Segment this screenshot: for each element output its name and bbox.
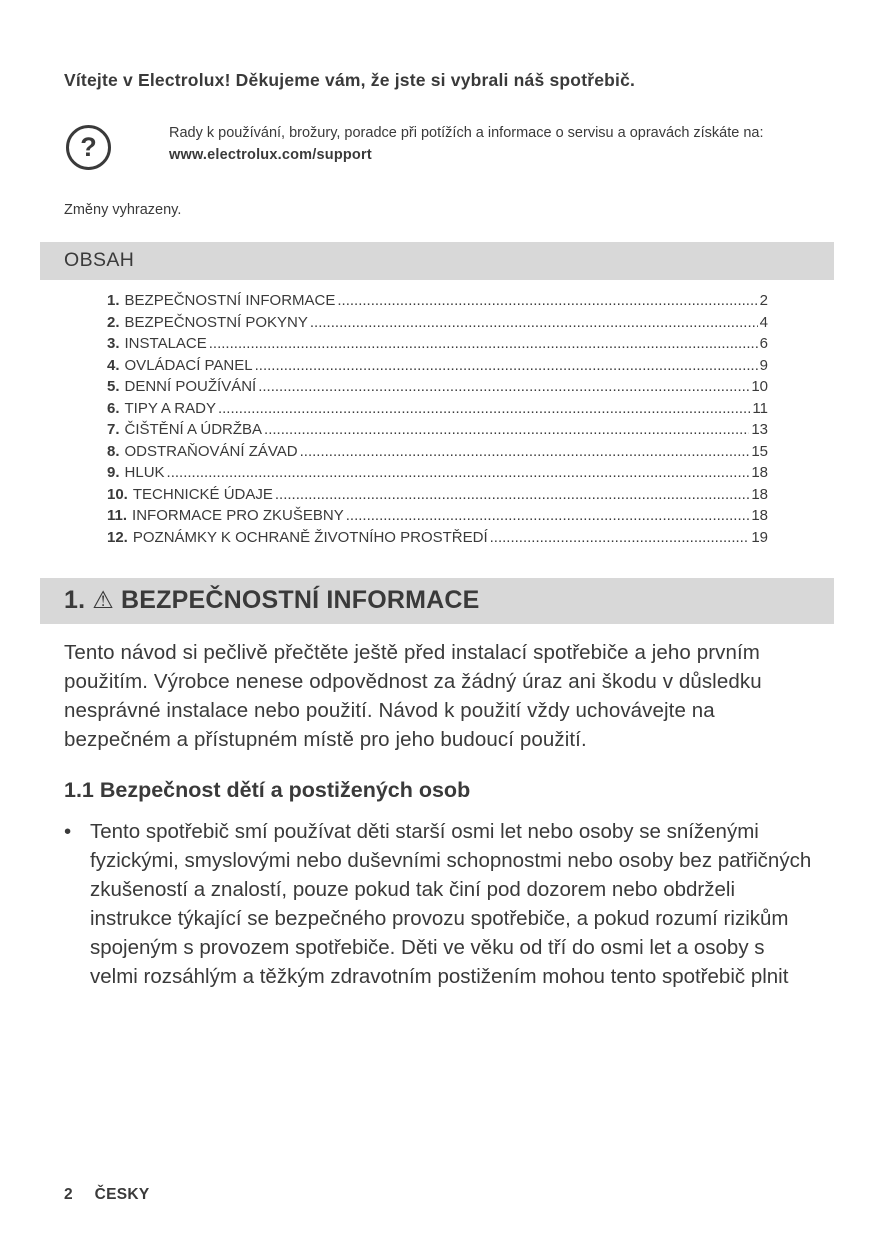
toc-dots [167, 462, 750, 484]
toc-page-number: 19 [751, 528, 768, 546]
toc-dots [490, 527, 750, 549]
toc-title: OVLÁDACÍ PANEL [124, 356, 253, 374]
toc-dots [258, 376, 749, 398]
toc-dots [346, 505, 750, 527]
bullet-text: Tento spotřebič smí používat děti starší osmi let nebo osoby se sníženými fyzickými, smyslovými nebo duševními schopnostmi nebo osoby bez patřičných zkušeností a znalostí, pouze pokud tak činí pod dozorem nebo obdrželi instrukce týkající se bezpečného provozu spotřebiče, a pokud rozumí rizikům spojeným s provozem spotřebiče. Děti ve věku od tří do osmi let a osoby s velmi rozsáhlým a těžkým zdravotním postižením mohou tento spotřebič plnit [90, 820, 812, 988]
toc-row [107, 333, 768, 355]
toc-dots [275, 484, 749, 506]
toc-row [107, 484, 768, 506]
toc-number: 2. [107, 313, 120, 331]
toc-page-number: 9 [759, 356, 768, 374]
toc-row [107, 441, 768, 463]
toc-number: 3. [107, 335, 120, 352]
toc-row [107, 355, 768, 377]
toc-page-number: 18 [751, 485, 768, 503]
toc-dots [255, 355, 758, 377]
toc-title: ODSTRAŇOVÁNÍ ZÁVAD [124, 442, 298, 460]
toc-page-number: 11 [752, 399, 768, 417]
toc-number: 7. [107, 421, 120, 438]
section-title: BEZPEČNOSTNÍ INFORMACE [120, 586, 480, 614]
list-item [64, 817, 812, 991]
toc-row [107, 527, 768, 549]
toc-row [107, 505, 768, 527]
toc-title: BEZPEČNOSTNÍ INFORMACE [124, 292, 336, 309]
toc-dots [300, 441, 750, 463]
bullet-list [64, 817, 812, 991]
toc-dots [264, 419, 749, 441]
section-intro-paragraph: Tento návod si pečlivě přečtěte ještě před instalací spotřebiče a jeho prvním použitím. Výrobce nenese odpovědnost za žádný úraz ani škodu v důsledku nesprávné instalace nebo použití. Návod k použití vždy uchovávejte na bezpečném a přístupném místě pro jeho budoucí použití. [64, 641, 762, 751]
welcome-heading: Vítejte v Electrolux! Děkujeme vám, že jste si vybrali náš spotřebič. [64, 70, 636, 90]
support-text: Rady k používání, brožury, poradce při potížích a informace o servisu a opravách získáte na: [169, 125, 764, 141]
toc-dots [209, 333, 758, 355]
toc-title: ČIŠTĚNÍ A ÚDRŽBA [124, 421, 263, 438]
toc-page-number: 6 [759, 335, 768, 352]
warning-icon: ⚠ [92, 587, 114, 614]
toc-dots [310, 312, 758, 334]
toc-number: 1. [107, 292, 120, 309]
toc-number: 4. [107, 356, 120, 374]
toc-row [107, 398, 768, 420]
subsection-heading: 1.1 Bezpečnost dětí a postižených osob [64, 778, 471, 802]
toc-number: 9. [107, 464, 120, 481]
toc-dots [337, 290, 757, 312]
toc-header: OBSAH [40, 242, 834, 280]
section-number: 1. [64, 586, 86, 614]
toc-page-number: 2 [759, 292, 768, 309]
help-icon: ? [66, 125, 111, 170]
toc-number: 11. [107, 507, 128, 524]
toc-row [107, 376, 768, 398]
support-text-block [169, 123, 764, 166]
toc-list [107, 290, 768, 548]
toc-title: POZNÁMKY K OCHRANĚ ŽIVOTNÍHO PROSTŘEDÍ [132, 528, 488, 546]
footer-language: ČESKY [94, 1186, 150, 1203]
toc-title: HLUK [124, 464, 165, 481]
page-footer [64, 1146, 812, 1204]
toc-page-number: 15 [751, 442, 768, 460]
toc-page-number: 10 [751, 378, 768, 395]
toc-title: DENNÍ POUŽÍVÁNÍ [124, 378, 257, 395]
toc-page-number: 18 [751, 464, 768, 481]
toc-page-number: 4 [759, 313, 768, 331]
toc-row [107, 312, 768, 334]
changes-note: Změny vyhrazeny. [64, 202, 182, 218]
support-url-link[interactable]: www.electrolux.com/support [169, 147, 372, 164]
toc-dots [218, 398, 750, 420]
toc-number: 8. [107, 442, 120, 460]
toc-title: INSTALACE [124, 335, 207, 352]
section-header-bar [40, 578, 834, 624]
toc-number: 6. [107, 399, 120, 417]
toc-title: TIPY A RADY [124, 399, 216, 417]
bullet-icon: • [64, 820, 72, 843]
toc-row [107, 462, 768, 484]
toc-number: 10. [107, 485, 128, 503]
toc-row [107, 419, 768, 441]
support-block [64, 123, 812, 170]
toc-page-number: 13 [751, 421, 768, 438]
toc-number: 5. [107, 378, 120, 395]
footer-page-number: 2 [64, 1186, 73, 1203]
toc-title: INFORMACE PRO ZKUŠEBNY [132, 507, 344, 524]
toc-title: BEZPEČNOSTNÍ POKYNY [124, 313, 308, 331]
toc-title: TECHNICKÉ ÚDAJE [132, 485, 273, 503]
toc-number: 12. [107, 528, 128, 546]
toc-page-number: 18 [751, 507, 768, 524]
toc-row [107, 290, 768, 312]
